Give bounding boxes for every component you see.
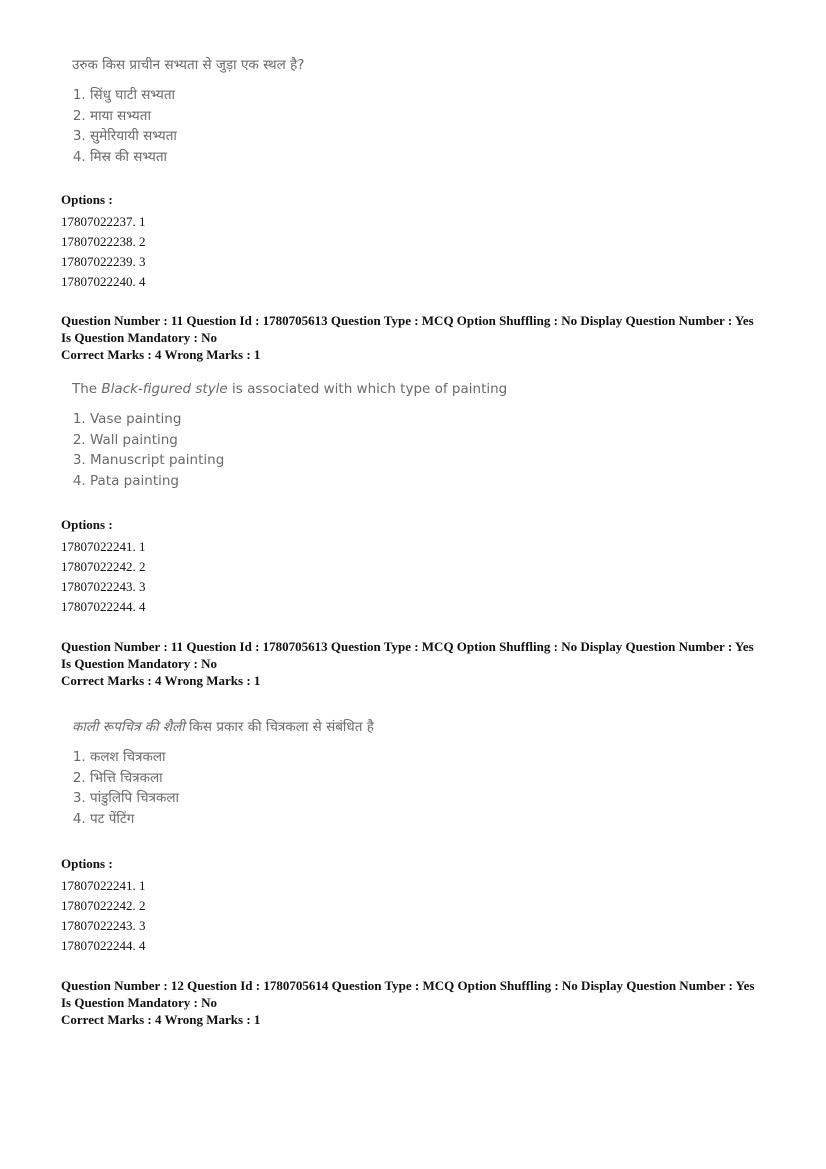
stem-italic: Black-figured style (101, 381, 228, 397)
options-block (61, 190, 146, 292)
choice-list (72, 747, 374, 829)
choice-item: 3. पांडुलिपि चित्रकला (90, 788, 374, 809)
stem-text: is associated with which type of painting (227, 381, 508, 397)
choice-item: 4. Pata painting (90, 471, 507, 492)
option-id: 17807022244. 4 (61, 599, 146, 614)
choice-item: 3. Manuscript painting (90, 450, 507, 471)
question-marks: Correct Marks : 4 Wrong Marks : 1 (61, 1012, 261, 1027)
question-meta (61, 638, 791, 689)
choice-list (72, 85, 304, 167)
question-mandatory: Is Question Mandatory : No (61, 656, 218, 671)
stem-text: The (72, 381, 102, 397)
question-meta-line: Question Number : 11 Question Id : 1780705613 Question Type : MCQ Option Shuffling : No Display Question Number : Yes (61, 639, 754, 654)
choice-item: 2. Wall painting (90, 430, 507, 451)
choice-item: 1. कलश चित्रकला (90, 747, 374, 768)
options-block (61, 515, 146, 617)
question-meta (61, 312, 791, 363)
question-stem: उरुक किस प्राचीन सभ्यता से जुड़ा एक स्थल है? (72, 57, 305, 73)
stem-text: किस प्रकार की चित्रकला से संबंधित है (184, 719, 374, 735)
option-id: 17807022237. 1 (61, 214, 146, 229)
question-marks: Correct Marks : 4 Wrong Marks : 1 (61, 347, 261, 362)
options-label: Options : (61, 192, 113, 207)
option-id: 17807022240. 4 (61, 274, 146, 289)
choice-item: 2. भित्ति चित्रकला (90, 768, 374, 789)
question-stem (72, 717, 374, 735)
question-image-black-figured (72, 381, 507, 491)
question-mandatory: Is Question Mandatory : No (61, 330, 218, 345)
choice-item: 3. सुमेरियायी सभ्यता (90, 126, 304, 147)
options-label: Options : (61, 517, 113, 532)
question-stem (72, 381, 507, 397)
options-label: Options : (61, 856, 113, 871)
option-id: 17807022242. 2 (61, 559, 146, 574)
options-block (61, 854, 146, 956)
option-id: 17807022242. 2 (61, 898, 146, 913)
question-meta-line: Question Number : 12 Question Id : 1780705614 Question Type : MCQ Option Shuffling : No Display Question Number : Yes (61, 978, 755, 993)
choice-item: 1. Vase painting (90, 409, 507, 430)
option-id: 17807022243. 3 (61, 918, 146, 933)
question-meta-line: Question Number : 11 Question Id : 1780705613 Question Type : MCQ Option Shuffling : No Display Question Number : Yes (61, 313, 754, 328)
option-id: 17807022244. 4 (61, 938, 146, 953)
question-mandatory: Is Question Mandatory : No (61, 995, 218, 1010)
question-image-uruk (72, 55, 304, 167)
question-image-kali-rupachitra (72, 717, 374, 829)
choice-item: 1. सिंधु घाटी सभ्यता (90, 85, 304, 106)
option-id: 17807022241. 1 (61, 878, 146, 893)
choice-list (72, 409, 507, 491)
option-id: 17807022243. 3 (61, 579, 146, 594)
choice-item: 2. माया सभ्यता (90, 106, 304, 127)
choice-item: 4. पट पेंटिंग (90, 809, 374, 830)
option-id: 17807022238. 2 (61, 234, 146, 249)
stem-italic: काली रूपचित्र की शैली (72, 719, 185, 735)
question-marks: Correct Marks : 4 Wrong Marks : 1 (61, 673, 261, 688)
choice-item: 4. मिस्र की सभ्यता (90, 147, 304, 168)
option-id: 17807022241. 1 (61, 539, 146, 554)
option-id: 17807022239. 3 (61, 254, 146, 269)
question-meta (61, 977, 791, 1028)
